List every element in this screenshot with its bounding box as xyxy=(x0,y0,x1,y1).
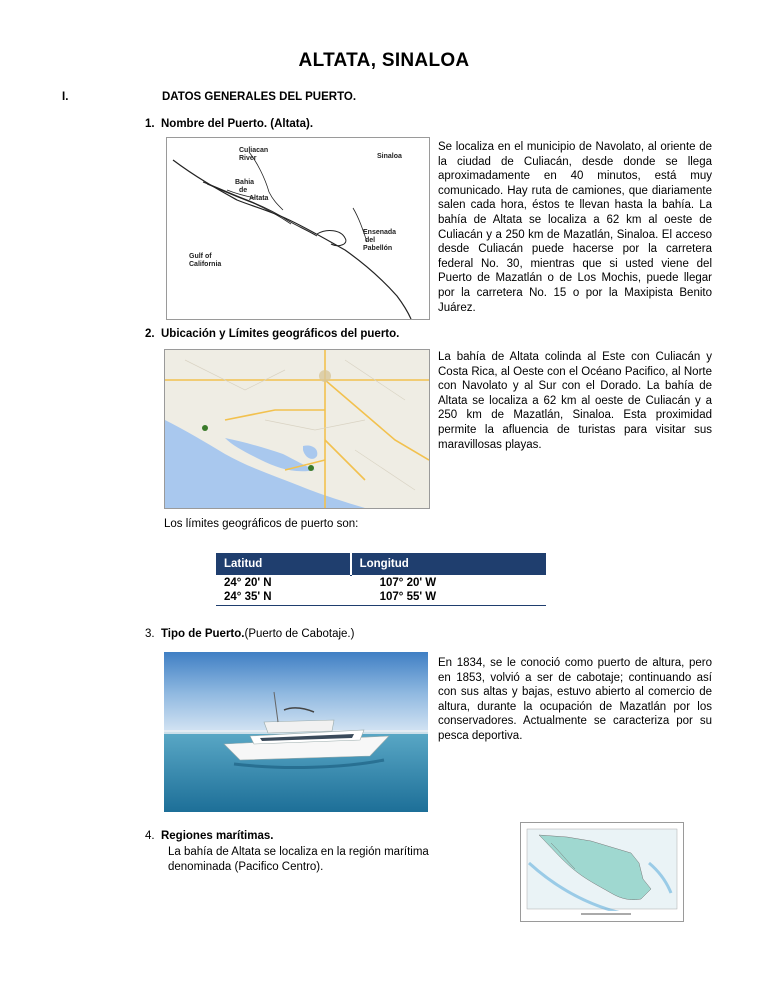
item-2-text: La bahía de Altata colinda al Este con Culiacán y Costa Rica, al Oeste con el Océano Pacifico, al Norte con Navolato y al Sur con el Dorado. La bahía de Altata se localiza a 62 km al oeste de Culiacán y a 250 km de Mazatlán, Sinaloa. Esta proximidad permite la afluencia de turistas para visitar sus maravillosas playas. xyxy=(438,351,712,451)
limits-intro: Los límites geográficos de puerto son: xyxy=(164,518,359,530)
altata-location-map xyxy=(166,137,430,320)
longitude-values xyxy=(352,575,546,606)
item-4-title: Regiones marítimas. xyxy=(160,830,274,842)
latitude-header: Latitud xyxy=(216,553,350,575)
item-1-number: 1. xyxy=(145,118,155,130)
longitude-value: 107° 20' W xyxy=(379,577,437,589)
item-4-number: 4. xyxy=(145,830,155,842)
item-3-number: 3. xyxy=(145,628,155,640)
item-4-text: La bahía de Altata se localiza en la región marítima denominada (Pacifico Centro). xyxy=(168,846,429,873)
item-1-heading xyxy=(145,118,313,130)
map-label-pabellon: Pabellón xyxy=(363,245,393,252)
section-title: DATOS GENERALES DEL PUERTO. xyxy=(162,91,357,103)
longitude-header: Longitud xyxy=(352,553,546,575)
map-label-culiacan: Culiacan xyxy=(239,147,269,154)
latitude-value: 24° 35' N xyxy=(224,591,272,603)
road-map xyxy=(164,349,430,509)
latitude-values xyxy=(216,575,350,606)
item-3-title: Tipo de Puerto. xyxy=(160,628,245,640)
maritime-regions-map xyxy=(520,822,684,922)
latitude-value: 24° 20' N xyxy=(224,577,272,589)
map-label-gulf: Gulf of xyxy=(189,253,212,260)
item-1-title: Nombre del Puerto. (Altata). xyxy=(160,118,314,130)
map-label-bahia: Bahia xyxy=(235,179,255,186)
page-title: ALTATA, SINALOA xyxy=(298,50,470,71)
item-3-text: En 1834, se le conoció como puerto de altura, pero en 1853, volvió a ser de cabotaje; continuando así con sus altas y bajas, estuvo abierto al comercio de altura, durante la ocupación de Mazatlán por los conservadores. Actualmente se caracteriza por su pesca deportiva. xyxy=(438,657,712,742)
map-label-california: California xyxy=(189,261,222,268)
section-number: I. xyxy=(62,91,69,103)
coordinates-table xyxy=(216,553,546,606)
item-2-heading xyxy=(145,328,399,340)
item-3-title-suffix: (Puerto de Cabotaje.) xyxy=(244,628,355,640)
map-label-altata: Altata xyxy=(249,195,269,202)
item-1-text: Se localiza en el municipio de Navolato, al oriente de la ciudad de Culiacán, desde donde se llega aproximadamente en 40 minutos, está muy comunicado. Hay ruta de camiones, que diariamente salen cada hora, éstos te llevan hasta la bahía. La bahía de Altata se localiza a 62 km al oeste de Culiacán y a 250 km de Mazatlán, Sinaloa. El acceso desde Culiacán puede hacerse por la carretera federal No. 30, mientras que si usted viene del Puerto de Mazatlán o de Los Mochis, puede llegar por la carretera No. 15 o por la Maxipista Benito Juárez. xyxy=(438,141,712,314)
item-4-heading xyxy=(145,830,273,842)
item-2-number: 2. xyxy=(145,328,155,340)
map-label-de: de xyxy=(239,187,248,194)
map-label-del: del xyxy=(365,237,376,244)
yacht-photo xyxy=(164,652,428,812)
map-label-river: River xyxy=(239,155,257,162)
map-label-ensenada: Ensenada xyxy=(363,229,397,236)
map-label-sinaloa: Sinaloa xyxy=(377,153,402,160)
longitude-value: 107° 55' W xyxy=(379,591,437,603)
item-3-heading xyxy=(145,628,354,640)
item-2-title: Ubicación y Límites geográficos del puerto. xyxy=(160,328,400,340)
